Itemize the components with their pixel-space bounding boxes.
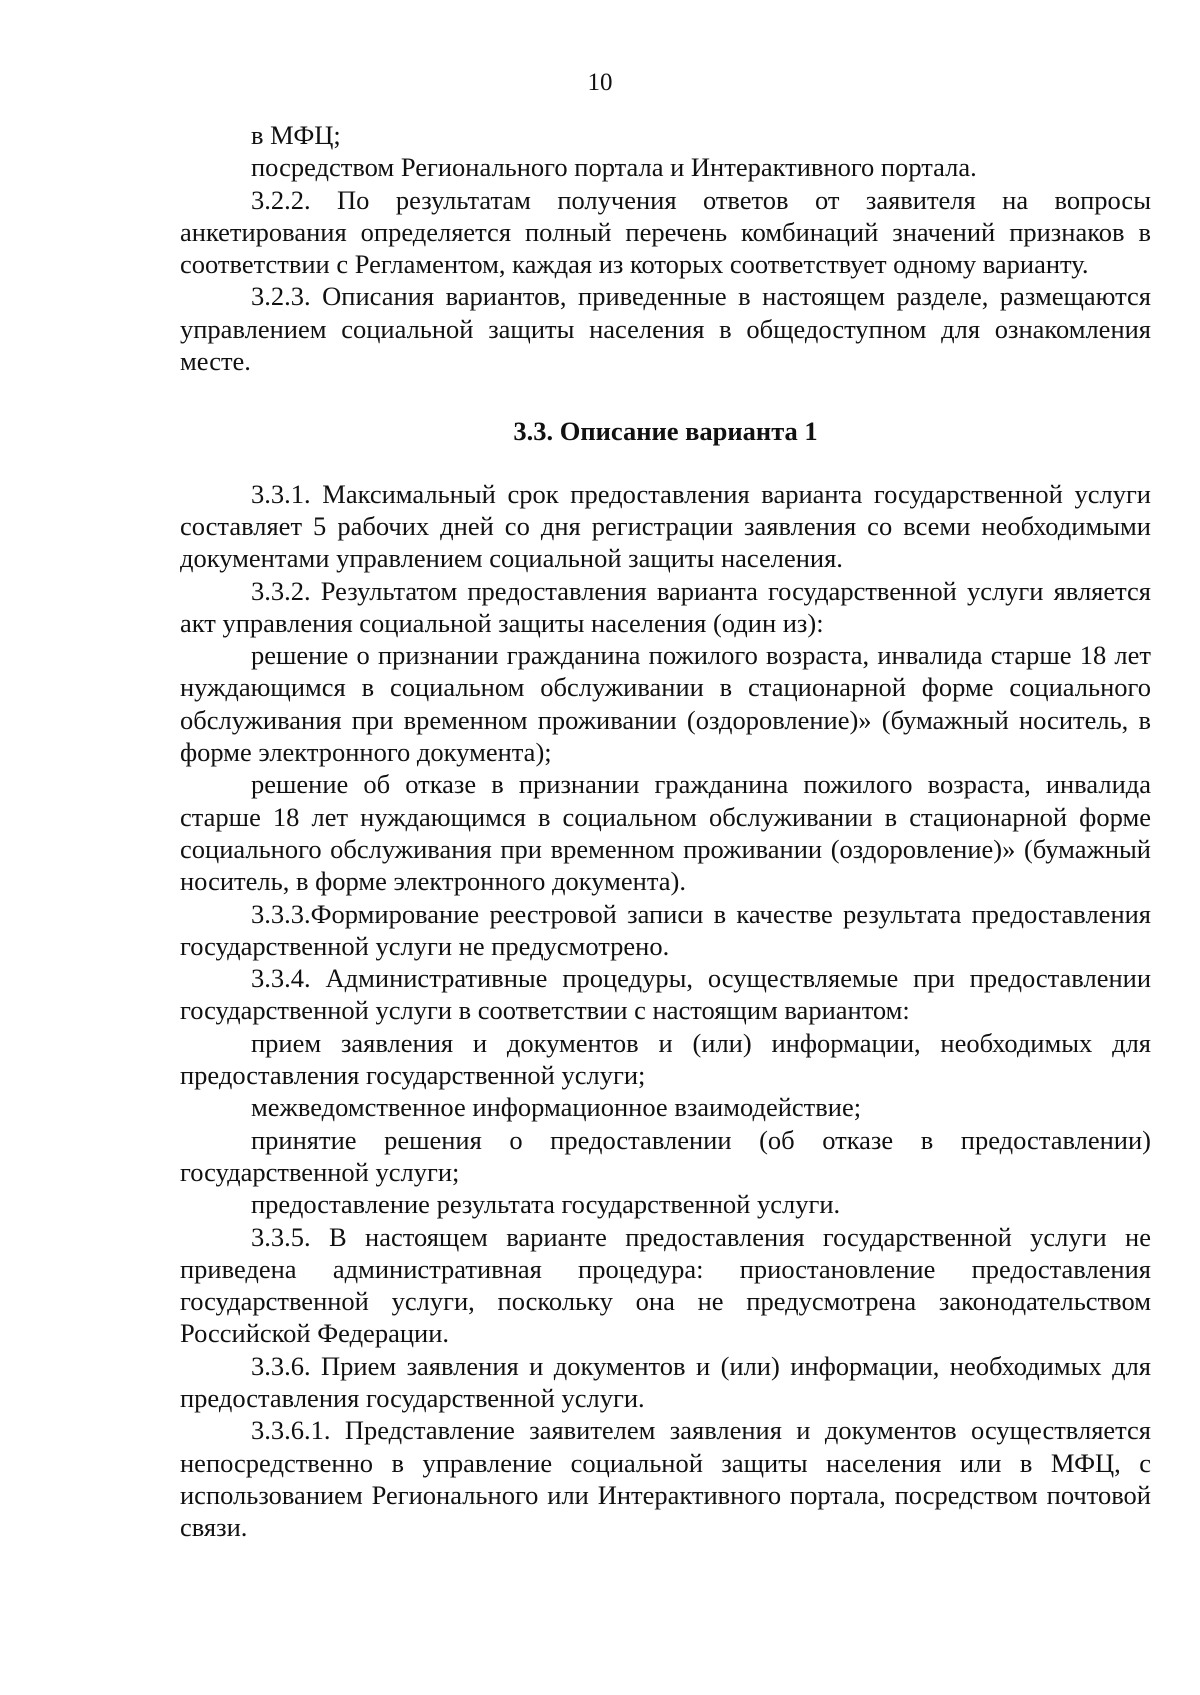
paragraph-3-3-3: 3.3.3.Формирование реестровой записи в качестве результата предоставления государственной услуги не предусмотрено. <box>180 898 1151 961</box>
paragraph-3-3-6-1: 3.3.6.1. Представление заявителем заявления и документов осуществляется непосредственно в управление социальной защиты населения или в МФЦ, с использованием Регионального или Интерактивного портала, посредством почтовой связи. <box>180 1415 1151 1543</box>
paragraph-decision-refuse: решение об отказе в признании гражданина пожилого возраста, инвалида старше 18 лет нуждающимся в социальном обслуживании в стационарной форме социального обслуживания при временном проживании (оздоровление)» (бумажный носитель, в форме электронного документа). <box>180 769 1151 897</box>
paragraph-procedure-4: предоставление результата государственной услуги. <box>251 1189 841 1220</box>
paragraph-3-3-5: 3.3.5. В настоящем варианте предоставления государственной услуги не приведена административная процедура: приостановление предоставления государственной услуги, поскольку она не предусмотрена законодательством Российской Федерации. <box>180 1221 1151 1349</box>
paragraph-procedure-3: принятие решения о предоставлении (об отказе в предоставлении) государственной услуги; <box>180 1124 1151 1187</box>
paragraph-3-3-4: 3.3.4. Административные процедуры, осуществляемые при предоставлении государственной услуги в соответствии с настоящим вариантом: <box>180 963 1151 1026</box>
paragraph-3-3-2: 3.3.2. Результатом предоставления варианта государственной услуги является акт управления социальной защиты населения (один из): <box>180 575 1151 638</box>
paragraph-3-3-6: 3.3.6. Прием заявления и документов и (или) информации, необходимых для предоставления государственной услуги. <box>180 1350 1151 1413</box>
section-heading: 3.3. Описание варианта 1 <box>513 416 818 447</box>
document-body <box>180 119 1151 1543</box>
paragraph-3-3-1: 3.3.1. Максимальный срок предоставления варианта государственной услуги составляет 5 рабочих дней со дня регистрации заявления со всеми необходимыми документами управлением социальной защиты населения. <box>180 478 1151 574</box>
paragraph-procedure-1: прием заявления и документов и (или) информации, необходимых для предоставления государственной услуги; <box>180 1027 1151 1091</box>
paragraph-3-2-2: 3.2.2. По результатам получения ответов от заявителя на вопросы анкетирования определяется полный перечень комбинаций значений признаков в соответствии с Регламентом, каждая из которых соответствует одному варианту. <box>180 184 1151 280</box>
paragraph-mfc: в МФЦ; <box>251 120 341 150</box>
paragraph-procedure-2: межведомственное информационное взаимодействие; <box>251 1092 862 1123</box>
page-number: 10 <box>587 69 613 96</box>
paragraph-decision-approve: решение о признании гражданина пожилого возраста, инвалида старше 18 лет нуждающимся в социальном обслуживании в стационарной форме социального обслуживания при временном проживании (оздоровление)» (бумажный носитель, в форме электронного документа); <box>180 640 1151 768</box>
paragraph-portals: посредством Регионального портала и Интерактивного портала. <box>251 152 977 183</box>
paragraph-3-2-3: 3.2.3. Описания вариантов, приведенные в настоящем разделе, размещаются управлением социальной защиты населения в общедоступном для ознакомления месте. <box>180 281 1151 377</box>
